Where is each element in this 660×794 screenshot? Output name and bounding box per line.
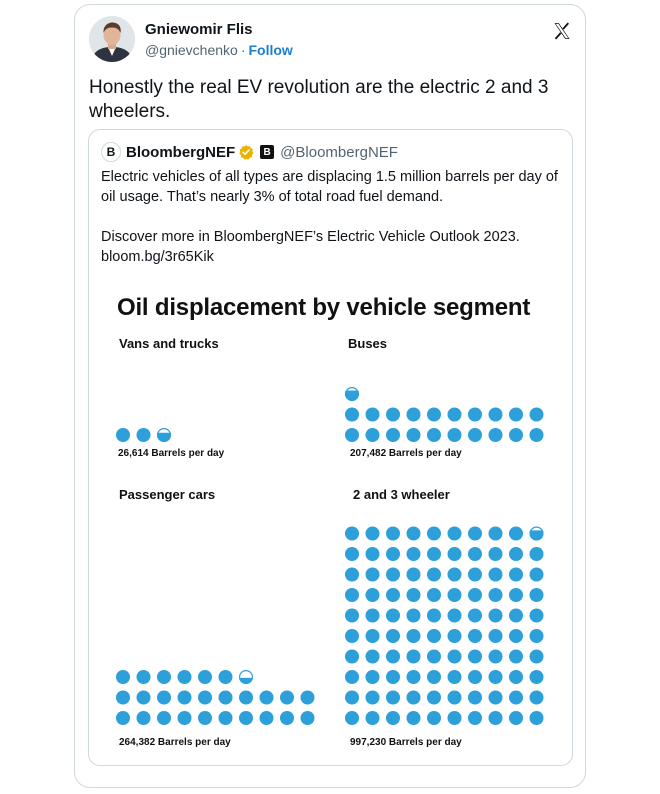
pictogram-dot bbox=[448, 588, 462, 602]
pictogram-dot bbox=[386, 408, 400, 422]
pictogram-dot bbox=[386, 547, 400, 561]
pictogram-dot bbox=[366, 408, 380, 422]
pictogram-dot bbox=[386, 650, 400, 664]
pictogram-dot bbox=[468, 547, 482, 561]
pictogram-dot bbox=[219, 691, 233, 705]
pictogram-dot bbox=[116, 428, 130, 442]
pictogram-dot bbox=[489, 609, 503, 623]
pictogram-dot bbox=[345, 547, 359, 561]
pictogram-dot bbox=[366, 629, 380, 643]
pictogram-dot bbox=[427, 650, 441, 664]
pictogram-dot bbox=[386, 670, 400, 684]
pictogram-dot bbox=[157, 711, 171, 725]
pictogram-dot bbox=[509, 428, 523, 442]
pictogram-dot bbox=[509, 629, 523, 643]
quoted-link[interactable]: bloom.bg/3r65Kik bbox=[101, 249, 214, 265]
pictogram-dot bbox=[489, 547, 503, 561]
pictogram-dot bbox=[345, 609, 359, 623]
pictogram-dot bbox=[301, 711, 315, 725]
pictogram-dot bbox=[468, 568, 482, 582]
pictogram-dot bbox=[198, 711, 212, 725]
quoted-header bbox=[101, 142, 398, 162]
pictogram-dot bbox=[468, 408, 482, 422]
pictogram-dot bbox=[345, 408, 359, 422]
pictogram-dot bbox=[407, 408, 421, 422]
pictogram-dot bbox=[260, 691, 274, 705]
pictogram-dot bbox=[137, 670, 151, 684]
pictogram-dot bbox=[468, 711, 482, 725]
pictogram-dot bbox=[366, 527, 380, 541]
pictogram-dot bbox=[530, 711, 544, 725]
pictogram-dot bbox=[448, 650, 462, 664]
pictogram-dot bbox=[137, 691, 151, 705]
pictogram-dot bbox=[427, 408, 441, 422]
pictogram-dot bbox=[239, 711, 253, 725]
pictogram-dot bbox=[530, 547, 544, 561]
pictogram-dot bbox=[366, 691, 380, 705]
pictogram-dot bbox=[448, 711, 462, 725]
pictogram-dot bbox=[427, 568, 441, 582]
pictogram-dot bbox=[427, 691, 441, 705]
pictogram-dot bbox=[407, 428, 421, 442]
pictogram-dot bbox=[386, 711, 400, 725]
verified-badge-icon bbox=[238, 144, 254, 160]
pictogram-dot bbox=[468, 670, 482, 684]
panel-title-passenger-cars: Passenger cars bbox=[119, 487, 216, 502]
chart-title: Oil displacement by vehicle segment bbox=[117, 294, 531, 321]
pictogram-dot bbox=[345, 670, 359, 684]
pictogram-dot bbox=[386, 629, 400, 643]
pictogram-dot bbox=[489, 428, 503, 442]
pictogram-dot bbox=[489, 711, 503, 725]
pictogram-dot bbox=[137, 428, 151, 442]
pictogram-dot bbox=[468, 609, 482, 623]
pictogram-dot bbox=[137, 711, 151, 725]
pictogram-dot bbox=[407, 629, 421, 643]
pictogram-dot bbox=[530, 609, 544, 623]
pictogram-dot bbox=[366, 588, 380, 602]
pictogram-dot bbox=[407, 588, 421, 602]
pictogram-dot bbox=[448, 609, 462, 623]
pictogram-dot bbox=[530, 670, 544, 684]
pictogram-dot bbox=[366, 428, 380, 442]
bloombergnef-logo-icon[interactable]: B bbox=[101, 142, 121, 162]
separator-dot: · bbox=[240, 42, 246, 58]
pictogram-dot bbox=[448, 428, 462, 442]
pictogram-dot bbox=[448, 408, 462, 422]
pictogram-dot bbox=[427, 711, 441, 725]
pictogram-dot bbox=[301, 691, 315, 705]
pictogram-dot bbox=[509, 609, 523, 623]
affiliate-badge-icon: B bbox=[260, 145, 274, 159]
follow-button[interactable]: Follow bbox=[248, 42, 293, 58]
panel-caption-passenger-cars: 264,382 Barrels per day bbox=[119, 737, 231, 748]
pictogram-dot bbox=[366, 568, 380, 582]
pictogram-dot bbox=[407, 691, 421, 705]
author-handle-row bbox=[145, 42, 293, 58]
pictogram-dot bbox=[116, 691, 130, 705]
pictogram-dot bbox=[468, 428, 482, 442]
pictogram-dot bbox=[407, 711, 421, 725]
pictogram-dot bbox=[509, 408, 523, 422]
pictogram-dot bbox=[489, 670, 503, 684]
pictogram-dot bbox=[198, 691, 212, 705]
pictogram-dot bbox=[386, 609, 400, 623]
pictogram-dot bbox=[345, 650, 359, 664]
pictogram-dot bbox=[366, 670, 380, 684]
pictogram-dot bbox=[345, 691, 359, 705]
panel-caption-vans-trucks: 26,614 Barrels per day bbox=[118, 448, 225, 459]
pictogram-dot bbox=[260, 711, 274, 725]
pictogram-dot bbox=[509, 547, 523, 561]
quoted-body bbox=[101, 167, 566, 267]
pictogram-dot bbox=[448, 691, 462, 705]
pictogram-dot bbox=[116, 711, 130, 725]
quoted-paragraph-2 bbox=[101, 227, 566, 267]
pictogram-dot bbox=[530, 588, 544, 602]
pictogram-2-3-wheeler bbox=[345, 516, 560, 725]
tweet-card bbox=[74, 4, 586, 788]
pictogram-dot bbox=[386, 428, 400, 442]
pictogram-vans-trucks bbox=[116, 418, 316, 442]
pictogram-dot bbox=[366, 547, 380, 561]
pictogram-dot bbox=[178, 670, 192, 684]
pictogram-dot bbox=[386, 568, 400, 582]
pictogram-dot bbox=[489, 527, 503, 541]
pictogram-dot bbox=[509, 568, 523, 582]
pictogram-dot bbox=[407, 527, 421, 541]
pictogram-dot bbox=[509, 650, 523, 664]
pictogram-dot bbox=[489, 568, 503, 582]
pictogram-dot bbox=[530, 650, 544, 664]
pictogram-dot bbox=[509, 588, 523, 602]
pictogram-passenger-cars bbox=[116, 659, 331, 725]
pictogram-dot bbox=[427, 527, 441, 541]
pictogram-dot bbox=[366, 711, 380, 725]
pictogram-dot bbox=[489, 650, 503, 664]
panel-caption-buses: 207,482 Barrels per day bbox=[350, 448, 462, 459]
pictogram-dot bbox=[489, 408, 503, 422]
pictogram-dot bbox=[219, 670, 233, 684]
pictogram-dot bbox=[468, 588, 482, 602]
quoted-paragraph-2-text: Discover more in BloombergNEF’s Electric Vehicle Outlook 2023. bbox=[101, 229, 520, 245]
pictogram-dot bbox=[280, 691, 294, 705]
pictogram-dot bbox=[448, 670, 462, 684]
pictogram-dot bbox=[530, 428, 544, 442]
author-name[interactable]: Gniewomir Flis bbox=[145, 21, 253, 38]
pictogram-dot bbox=[530, 629, 544, 643]
pictogram-partial-dot bbox=[530, 527, 544, 540]
pictogram-dot bbox=[530, 568, 544, 582]
pictogram-dot bbox=[468, 527, 482, 541]
pictogram-dot bbox=[489, 588, 503, 602]
pictogram-dot bbox=[489, 629, 503, 643]
quoted-tweet[interactable] bbox=[88, 129, 573, 766]
pictogram-dot bbox=[407, 609, 421, 623]
pictogram-dot bbox=[178, 691, 192, 705]
pictogram-dot bbox=[116, 670, 130, 684]
pictogram-dot bbox=[345, 588, 359, 602]
pictogram-dot bbox=[448, 527, 462, 541]
avatar-image bbox=[89, 16, 135, 62]
panel-title-2-3-wheeler: 2 and 3 wheeler bbox=[353, 487, 450, 502]
pictogram-dot bbox=[239, 691, 253, 705]
pictogram-dot bbox=[468, 691, 482, 705]
pictogram-dot bbox=[386, 527, 400, 541]
pictogram-dot bbox=[407, 650, 421, 664]
pictogram-dot bbox=[386, 691, 400, 705]
pictogram-dot bbox=[509, 527, 523, 541]
pictogram-dot bbox=[427, 609, 441, 623]
pictogram-dot bbox=[427, 428, 441, 442]
pictogram-dot bbox=[489, 691, 503, 705]
pictogram-dot bbox=[280, 711, 294, 725]
pictogram-dot bbox=[530, 691, 544, 705]
pictogram-dot bbox=[448, 629, 462, 643]
tweet-text: Honestly the real EV revolution are the electric 2 and 3 wheelers. bbox=[89, 77, 549, 122]
pictogram-dot bbox=[157, 691, 171, 705]
pictogram-dot bbox=[530, 408, 544, 422]
pictogram-dot bbox=[468, 650, 482, 664]
pictogram-dot bbox=[427, 547, 441, 561]
pictogram-dot bbox=[448, 547, 462, 561]
pictogram-dot bbox=[345, 568, 359, 582]
pictogram-dot bbox=[427, 588, 441, 602]
pictogram-dot bbox=[198, 670, 212, 684]
pictogram-partial-dot bbox=[157, 429, 171, 442]
pictogram-dot bbox=[509, 670, 523, 684]
pictogram-partial-dot bbox=[345, 388, 359, 401]
pictogram-buses bbox=[345, 376, 560, 442]
pictogram-dot bbox=[509, 691, 523, 705]
x-logo-icon[interactable] bbox=[552, 21, 572, 41]
pictogram-dot bbox=[509, 711, 523, 725]
panel-caption-2-3-wheeler: 997,230 Barrels per day bbox=[350, 737, 462, 748]
pictogram-dot bbox=[386, 588, 400, 602]
pictogram-dot bbox=[407, 670, 421, 684]
pictogram-partial-dot bbox=[239, 671, 253, 684]
pictogram-dot bbox=[468, 629, 482, 643]
pictogram-dot bbox=[345, 629, 359, 643]
pictogram-dot bbox=[407, 547, 421, 561]
pictogram-dot bbox=[366, 609, 380, 623]
pictogram-dot bbox=[427, 670, 441, 684]
pictogram-dot bbox=[345, 711, 359, 725]
pictogram-dot bbox=[219, 711, 233, 725]
pictogram-dot bbox=[178, 711, 192, 725]
pictogram-dot bbox=[345, 527, 359, 541]
pictogram-dot bbox=[157, 670, 171, 684]
quoted-paragraph-1: Electric vehicles of all types are displacing 1.5 million barrels per day of oil usage. That’s nearly 3% of total road fuel demand. bbox=[101, 169, 558, 205]
author-avatar[interactable] bbox=[89, 16, 135, 62]
pictogram-dot bbox=[345, 428, 359, 442]
panel-title-buses: Buses bbox=[348, 336, 388, 351]
pictogram-dot bbox=[366, 650, 380, 664]
author-handle[interactable]: @gnievchenko bbox=[145, 42, 238, 58]
pictogram-dot bbox=[407, 568, 421, 582]
pictogram-dot bbox=[427, 629, 441, 643]
pictogram-dot bbox=[448, 568, 462, 582]
panel-title-vans-trucks: Vans and trucks bbox=[119, 336, 219, 351]
quoted-handle[interactable]: @BloombergNEF bbox=[280, 143, 398, 161]
quoted-author-name[interactable]: BloombergNEF bbox=[126, 143, 236, 161]
